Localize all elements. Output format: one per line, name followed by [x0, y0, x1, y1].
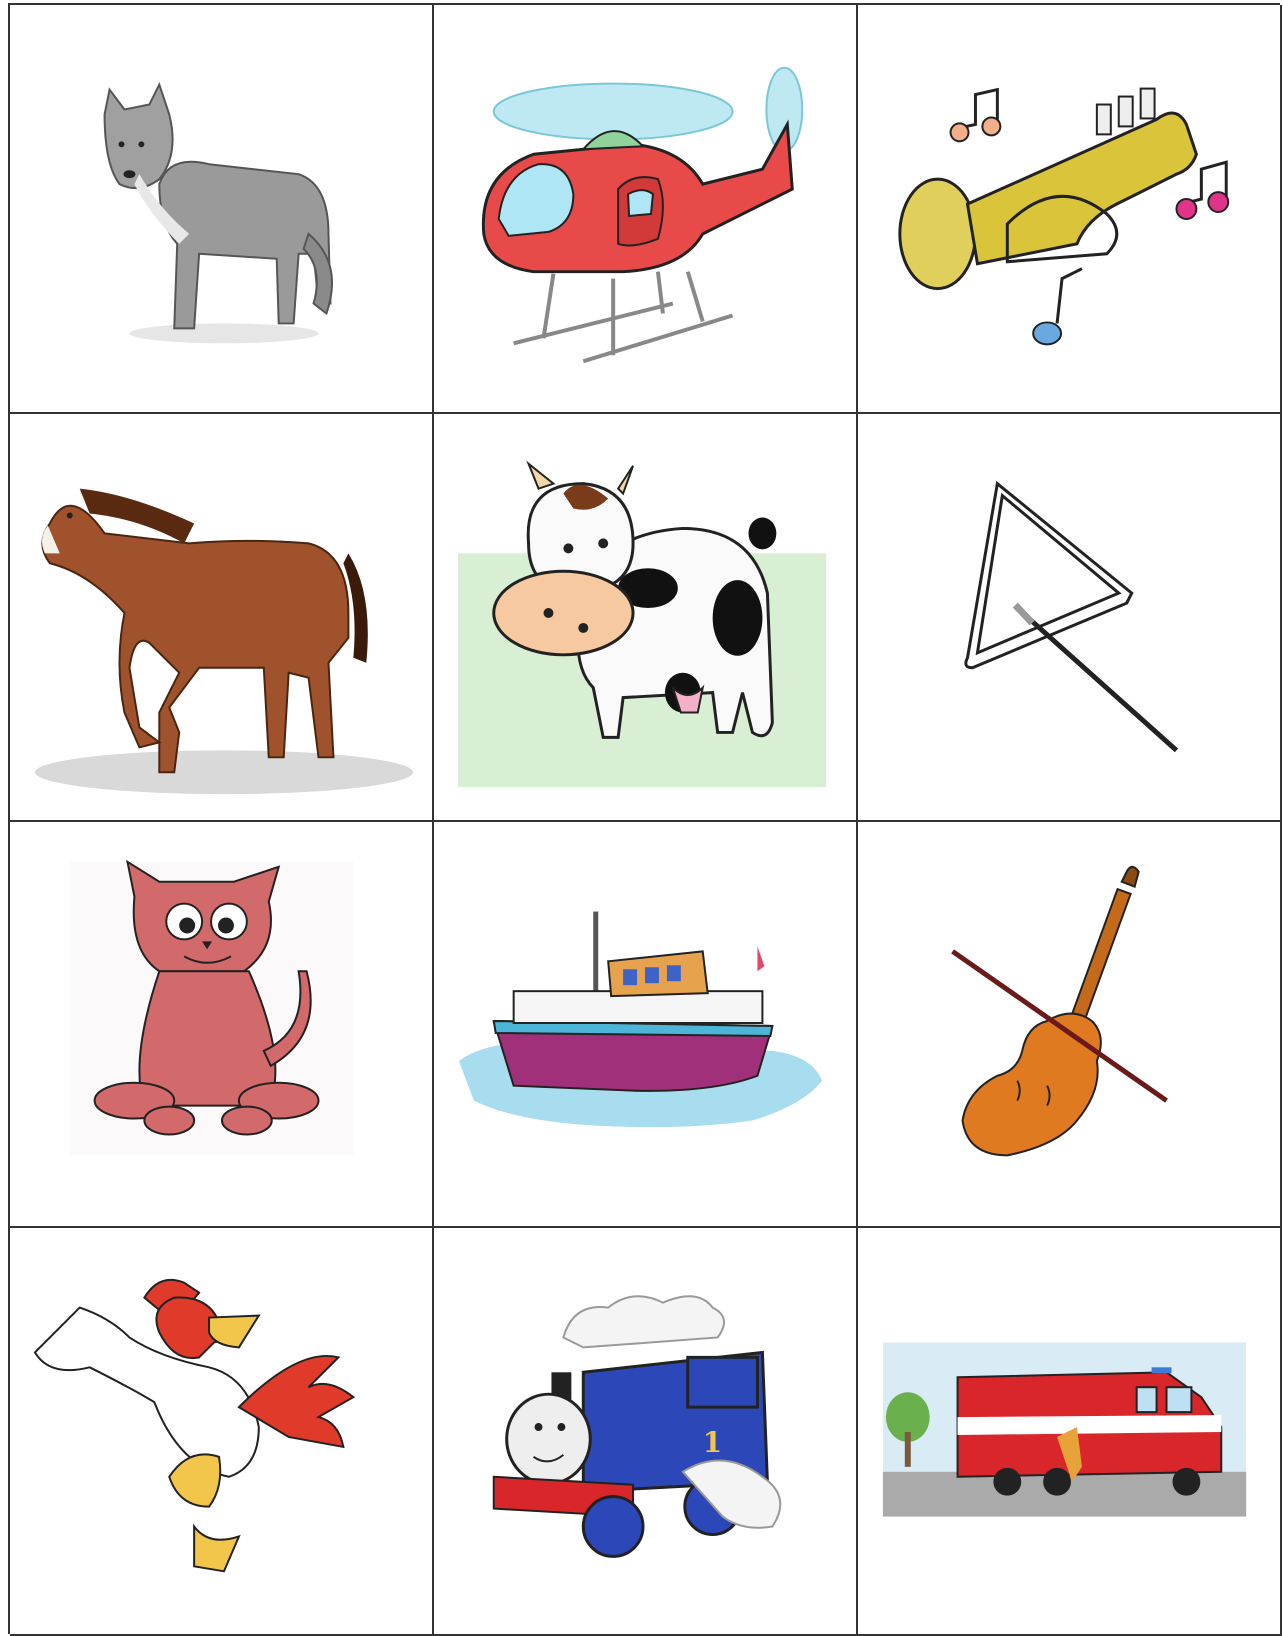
card-horse[interactable] — [10, 414, 434, 822]
card-wolf[interactable] — [10, 5, 434, 414]
triangle-instrument-icon — [858, 414, 1280, 820]
boat-icon — [434, 822, 856, 1226]
card-train[interactable] — [434, 1228, 858, 1636]
cow-icon — [434, 414, 856, 820]
card-cow[interactable] — [434, 414, 858, 822]
card-triangle[interactable] — [858, 414, 1282, 822]
fire-truck-icon — [858, 1228, 1280, 1634]
card-violin[interactable] — [858, 822, 1282, 1228]
helicopter-icon — [434, 5, 856, 412]
picture-card-grid — [8, 3, 1280, 1634]
train-icon — [434, 1228, 856, 1634]
card-cat[interactable] — [10, 822, 434, 1228]
violin-icon — [858, 822, 1280, 1226]
wolf-icon — [10, 5, 432, 412]
rooster-icon — [10, 1228, 432, 1634]
trumpet-icon — [858, 5, 1280, 412]
card-fire-truck[interactable] — [858, 1228, 1282, 1636]
card-trumpet[interactable] — [858, 5, 1282, 414]
card-rooster[interactable] — [10, 1228, 434, 1636]
horse-icon — [10, 414, 432, 820]
train-number: 1 — [702, 1425, 723, 1459]
card-boat[interactable] — [434, 822, 858, 1228]
card-helicopter[interactable] — [434, 5, 858, 414]
cat-icon — [10, 822, 432, 1226]
